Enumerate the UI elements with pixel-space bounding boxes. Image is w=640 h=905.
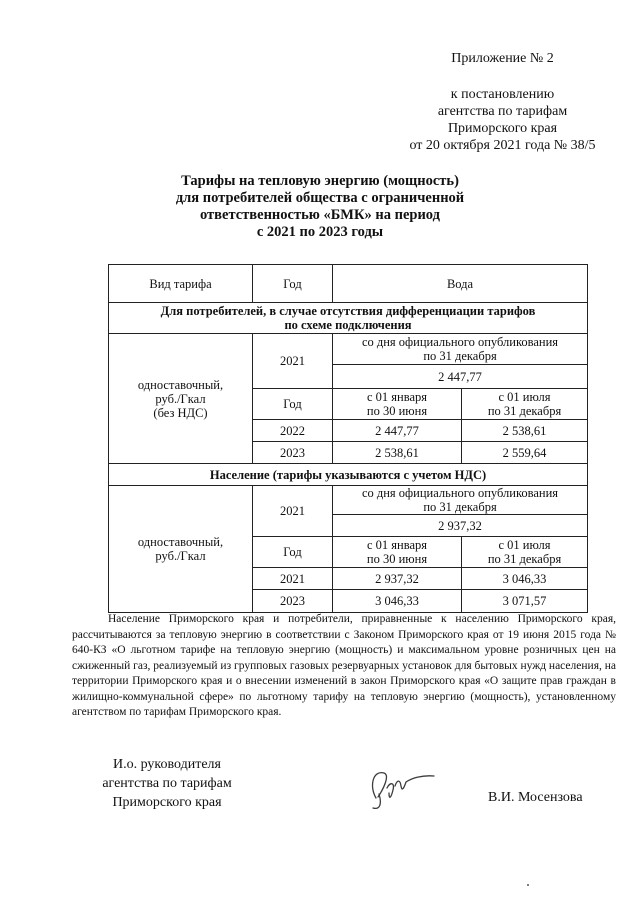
- section1-heading: Для потребителей, в случае отсутствия дифференциации тарифов по схеме подключения: [109, 303, 588, 334]
- section1-official-period: со дня официального опубликования по 31 декабря: [333, 334, 588, 365]
- row-year: 2022: [253, 420, 333, 442]
- row-half2-value: 3 071,57: [462, 590, 588, 613]
- signatory-position: И.о. руководителя агентства по тарифам Приморского края: [102, 757, 232, 810]
- title-line: Тарифы на тепловую энергию (мощность): [181, 173, 459, 189]
- section1-tariff-type: одноставочный, руб./Гкал (без НДС): [109, 334, 253, 464]
- appendix-line: к постановлению: [450, 87, 555, 102]
- table-row: [109, 334, 588, 365]
- signatory-name: В.И. Мосензова: [488, 790, 583, 805]
- appendix-header: [400, 50, 605, 154]
- tariff-table: [108, 264, 588, 613]
- appendix-date: от 20 октября 2021 года № 38/5: [409, 138, 596, 153]
- section1-year-label: Год: [253, 389, 333, 420]
- section2-half2-header: с 01 июля по 31 декабря: [462, 537, 588, 568]
- header-tariff-kind: Вид тарифа: [109, 265, 253, 303]
- header-water: Вода: [333, 265, 588, 303]
- section2-official-period: со дня официального опубликования по 31 декабря: [333, 486, 588, 515]
- header-year: Год: [253, 265, 333, 303]
- row-half1-value: 2 937,32: [333, 568, 462, 590]
- title-line: ответственностью «БМК» на период: [200, 207, 440, 223]
- section2-heading-row: [109, 464, 588, 486]
- section2-heading: Население (тарифы указываются с учетом НДС): [109, 464, 588, 486]
- section1-first-year: 2021: [253, 334, 333, 389]
- section2-tariff-type: одноставочный, руб./Гкал: [109, 486, 253, 613]
- section2-first-year: 2021: [253, 486, 333, 537]
- section1-heading-row: [109, 303, 588, 334]
- row-half1-value: 2 447,77: [333, 420, 462, 442]
- row-year: 2021: [253, 568, 333, 590]
- appendix-line: агентства по тарифам: [437, 104, 568, 119]
- appendix-line: Приморского края: [447, 121, 558, 136]
- section2-first-value: 2 937,32: [333, 515, 588, 537]
- row-half2-value: 3 046,33: [462, 568, 588, 590]
- section2-half1-header: с 01 января по 30 июня: [333, 537, 462, 568]
- row-half1-value: 2 538,61: [333, 442, 462, 464]
- table-header-row: [109, 265, 588, 303]
- note-paragraph: Население Приморского края и потребители, приравненные к населению Приморского края, рассчитываются за тепловую энергию в соответствии с Законом Приморского края от 19 июня 2015 года № 640-КЗ «О льготном тарифе на тепловую энергию (мощность) и максимальном уровне розничных цен на сжиженный газ, реализуемый из групповых газовых резервуарных установок для бытовых нужд населения, на территории Приморского края и о внесении изменений в закон Приморского края «О защите прав граждан в жилищно-коммунальной сфере» по льготному тарифу на тепловую энергию (мощность), установленному агентством по тарифам Приморского края.: [72, 613, 616, 718]
- document-title: [120, 173, 520, 241]
- table-row: [109, 486, 588, 515]
- title-line: для потребителей общества с ограниченной: [175, 190, 465, 206]
- section2-year-label: Год: [253, 537, 333, 568]
- section1-half1-header: с 01 января по 30 июня: [333, 389, 462, 420]
- row-half2-value: 2 538,61: [462, 420, 588, 442]
- handwritten-signature: [360, 762, 440, 812]
- section1-first-value: 2 447,77: [333, 365, 588, 389]
- row-year: 2023: [253, 442, 333, 464]
- appendix-number: Приложение № 2: [451, 51, 554, 66]
- section1-half2-header: с 01 июля по 31 декабря: [462, 389, 588, 420]
- title-line: с 2021 по 2023 годы: [256, 224, 384, 240]
- row-year: 2023: [253, 590, 333, 613]
- scan-speck: [527, 884, 529, 886]
- row-half1-value: 3 046,33: [333, 590, 462, 613]
- row-half2-value: 2 559,64: [462, 442, 588, 464]
